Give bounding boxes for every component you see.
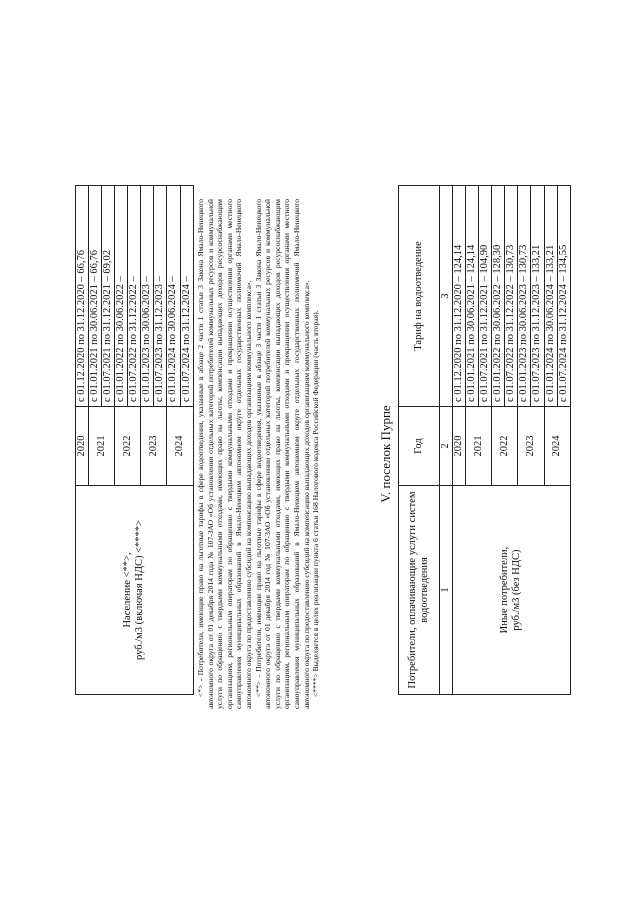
- tariff-cell: с 01.01.2024 по 30.06.2024 – 133,21: [544, 186, 557, 407]
- tariff-cell: с 01.12.2020 по 31.12.2020 – 124,14: [453, 186, 466, 407]
- tariff-cell: с 01.01.2021 по 30.06.2021 – 66,76: [89, 186, 102, 407]
- tariff-cell: с 01.07.2023 по 31.12.2023 – 133,21: [531, 186, 544, 407]
- tariff-cell: с 01.07.2024 по 31.12.2024 –: [180, 186, 193, 407]
- column-number-row: [440, 186, 453, 695]
- tariff-cell: с 01.01.2024 по 30.06.2024 –: [167, 186, 180, 407]
- year-cell: 2023: [518, 407, 544, 486]
- section-title: V. поселок Пурпе: [378, 405, 393, 503]
- header-consumers: Потребители, оплачивающие услуги систем водоотведения: [399, 486, 440, 695]
- year-cell: 2021: [466, 407, 492, 486]
- tariff-table-purpe: [398, 185, 571, 695]
- footnotes: [196, 199, 321, 709]
- tariff-table-population: [75, 185, 194, 695]
- header-year: Год: [399, 407, 440, 486]
- tariff-cell: с 01.01.2023 по 30.06.2023 –: [141, 186, 154, 407]
- column-number: 1: [440, 486, 453, 695]
- footnote-2: <**> - Потребители, имеющие право на льготные тарифы в сфере водоотведения, указанные в абзаце 3 части 1 статьи 3 Закона Ямало-Ненецкого автономного округа от 01 декабря 2014 год № 107-ЗАО «Об установлении отдельных категорий потребителей коммунальных ресурсов и коммунальной услуги по обращению с твердыми коммунальными отходами, имеющих право на льготы, компенсации выпадающих доходов ресурсоснабжающим организациям, региональным операторам по обращению с твердыми коммунальными отходами и прекращении осуществления органами местного самоуправления муниципальных образований в Ямало-Ненецком автономном округе отдельных государственных полномочий Ямало-Ненецкого автономного округа по предоставлению субсидий на компенсацию выпадающих доходов организациям коммунального комплекса».: [253, 199, 311, 709]
- year-cell: 2021: [89, 407, 115, 486]
- year-cell: 2022: [492, 407, 518, 486]
- tariff-cell: с 01.12.2020 по 31.12.2020 – 66,76: [76, 186, 89, 407]
- footnote-1: <*> - Потребители, имеющие право на льготные тарифы в сфере водоотведения, указанные в абзаце 2 части 1 статьи 3 Закона Ямало-Ненецкого автономного округа от 01 декабря 2014 года № 107-ЗАО «Об установлении отдельных категорий потребителей коммунальных ресурсов и коммунальной услуги по обращению с твердыми коммунальными отходами, имеющих право на льготы, компенсации выпадающих доходов ресурсоснабжающим организациям, региональным операторам по обращению с твердыми коммунальными отходами и прекращении осуществления органами местного самоуправления муниципальных образований в Ямало-Ненецком автономном округе отдельных государственных полномочий Ямало-Ненецкого автономного округа по предоставлению субсидий на компенсацию выпадающих доходов организациям коммунального комплекса».: [196, 199, 253, 709]
- consumer-label: Население <**>,: [122, 552, 134, 628]
- tariff-cell: с 01.07.2023 по 31.12.2023 –: [154, 186, 167, 407]
- consumer-unit: руб./м3 (включая НДС) <****>: [134, 520, 146, 660]
- year-cell: 2024: [167, 407, 193, 486]
- tariff-cell: с 01.01.2021 по 30.06.2021 – 124,14: [466, 186, 479, 407]
- year-cell: 2020: [76, 407, 89, 486]
- consumer-unit: руб./м3 (без НДС): [511, 549, 523, 631]
- consumer-cell: [453, 486, 571, 695]
- year-cell: 2020: [453, 407, 466, 486]
- table-header-row: [399, 186, 440, 695]
- tariff-cell: с 01.07.2022 по 31.12.2022 –: [128, 186, 141, 407]
- column-number: 2: [440, 407, 453, 486]
- header-tariff: Тариф на водоотведение: [399, 186, 440, 407]
- table-row: [453, 186, 466, 695]
- tariff-cell: с 01.07.2021 по 31.12.2021 – 69,02: [102, 186, 115, 407]
- tariff-cell: с 01.07.2024 по 31.12.2024 – 134,55: [557, 186, 570, 407]
- table-row: [76, 186, 89, 695]
- consumer-label: Иные потребители,: [499, 546, 511, 634]
- year-cell: 2024: [544, 407, 570, 486]
- year-cell: 2022: [115, 407, 141, 486]
- year-cell: 2023: [141, 407, 167, 486]
- tariff-cell: с 01.01.2022 по 30.06.2022 – 128,30: [492, 186, 505, 407]
- tariff-cell: с 01.01.2022 по 30.06.2022 –: [115, 186, 128, 407]
- column-number: 3: [440, 186, 453, 407]
- footnote-4: <****> Выделяется в целях реализации пункта 6 статьи 168 Налогового кодекса Российской Федерации (часть вторая).: [311, 310, 321, 697]
- consumer-cell: [76, 486, 194, 695]
- tariff-cell: с 01.07.2022 по 31.12.2022 – 130,73: [505, 186, 518, 407]
- tariff-cell: с 01.01.2023 по 30.06.2023 – 130,73: [518, 186, 531, 407]
- tariff-cell: с 01.07.2021 по 31.12.2021 – 104,90: [479, 186, 492, 407]
